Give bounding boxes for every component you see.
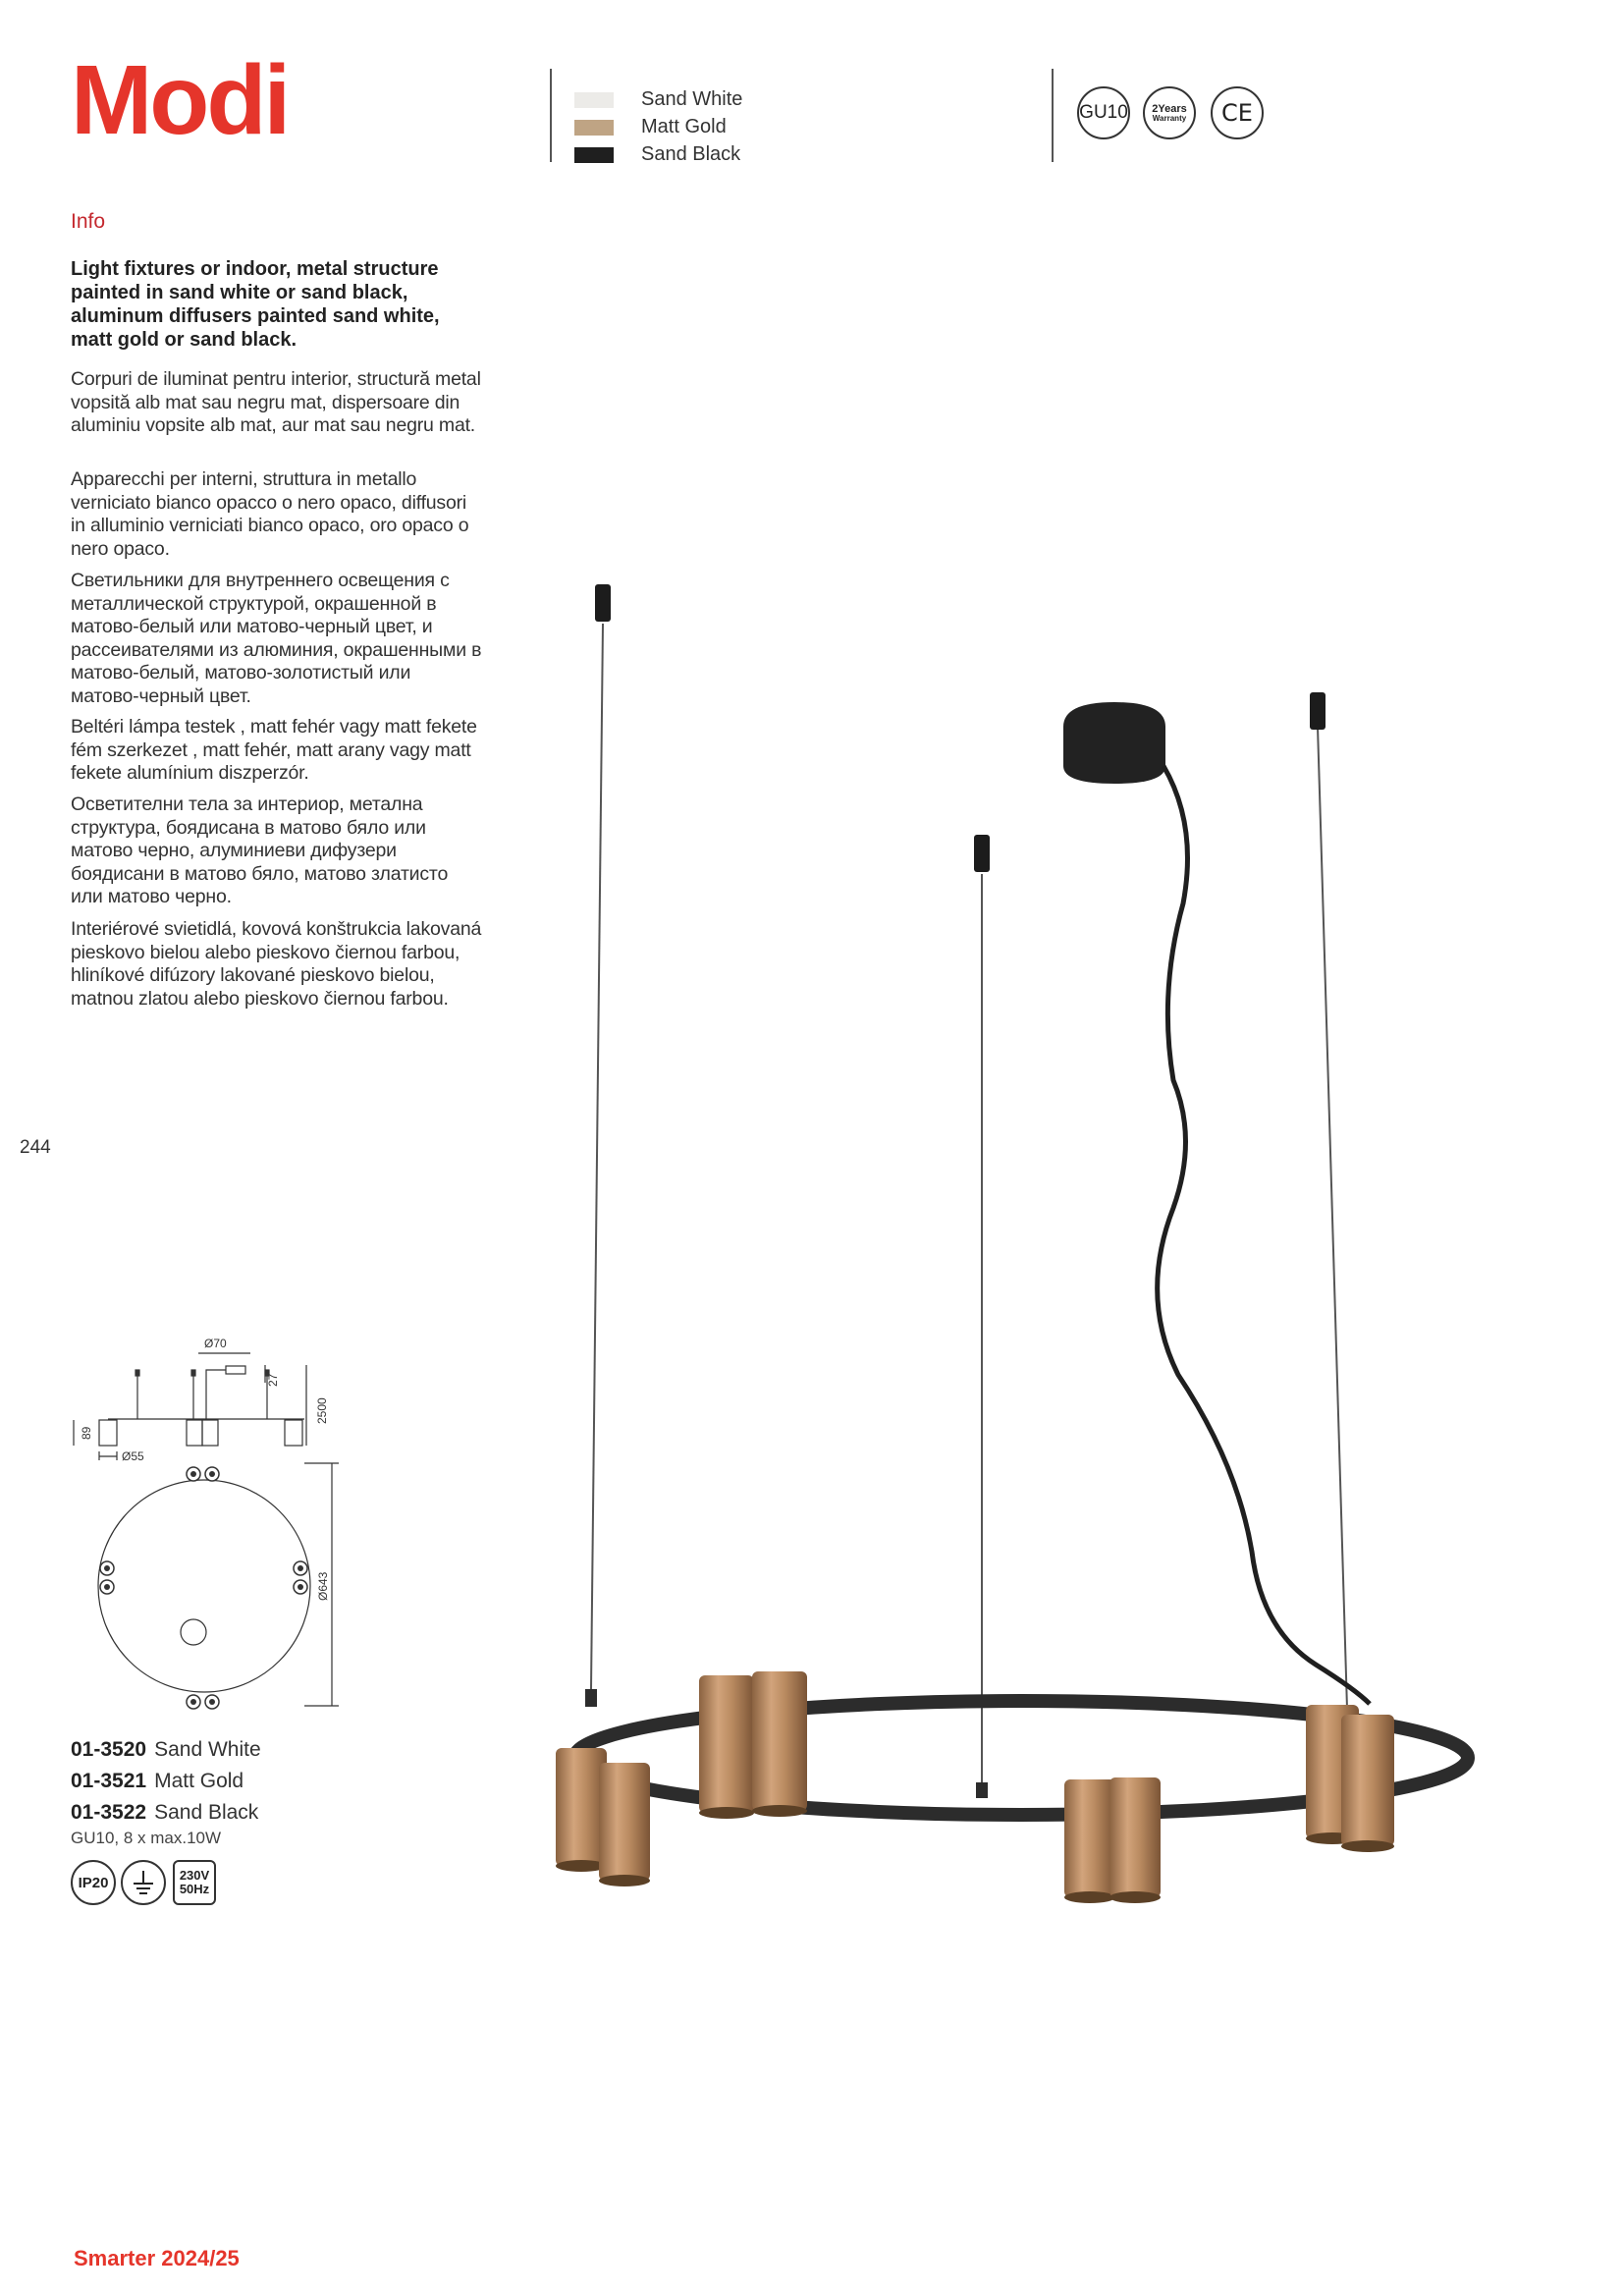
product-finish: Sand White [154, 1738, 261, 1761]
ce-label: CE [1221, 99, 1253, 127]
info-text-bg: Осветителни тела за интериор, метална структура, боядисана в матово бяло или матово черно, алуминиеви дифузери боядисани в матово бяло, матово златисто или матово черно. [71, 793, 449, 907]
dim-side: 89 [80, 1426, 93, 1440]
technical-drawing [59, 1326, 353, 1719]
warranty-label: Warranty [1152, 113, 1187, 123]
product-code-row [71, 1770, 243, 1793]
product-code-row [71, 1801, 258, 1825]
finish-label: Sand Black [641, 143, 741, 165]
page-number: 244 [20, 1137, 51, 1158]
info-text-hu: Beltéri lámpa testek , matt fehér vagy matt fekete fém szerkezet , matt fehér, matt arany vagy matt fekete alumínium diszperzór. [71, 716, 477, 784]
warranty-icon [1143, 86, 1196, 139]
voltage-icon [173, 1860, 216, 1905]
dim-top: Ø70 [204, 1337, 227, 1350]
finish-swatch-sand-black [574, 147, 614, 163]
gu10-label: GU10 [1079, 102, 1128, 123]
frequency-value: 50Hz [179, 1882, 210, 1896]
info-text-ru: Светильники для внутреннего освещения с металлической структурой, окрашенной в матово-белый или матово-черный цвет, и рассеивателями из алюминия, окрашенными в матово-белый, матово-золотистый или матово-черный цвет. [71, 570, 482, 707]
info-text-en: Light fixtures or indoor, metal structure painted in sand white or sand black, aluminum diffusers painted sand white, matt gold or sand black. [71, 258, 440, 351]
ip-label: IP20 [78, 1874, 109, 1891]
dim-ring: Ø643 [316, 1571, 330, 1601]
finish-swatch-sand-white [574, 92, 614, 108]
finish-swatch-matt-gold [574, 120, 614, 136]
finish-item [574, 143, 740, 166]
ip-rating-icon [71, 1860, 116, 1905]
ce-mark-icon [1211, 86, 1264, 139]
finish-item [574, 116, 727, 138]
header-divider [550, 69, 552, 162]
warranty-years: 2Years [1152, 102, 1187, 115]
product-title: Modi [71, 45, 289, 155]
lamp-specs: GU10, 8 x max.10W [71, 1829, 222, 1847]
product-photo [530, 530, 1512, 1925]
finish-item [574, 88, 742, 111]
product-finish: Matt Gold [154, 1770, 244, 1792]
product-finish: Sand Black [154, 1801, 259, 1824]
ground-icon [121, 1860, 166, 1905]
finish-label: Sand White [641, 88, 743, 110]
dim-spot: Ø55 [122, 1449, 144, 1463]
dim-height: 2500 [315, 1397, 329, 1424]
finish-label: Matt Gold [641, 116, 727, 137]
dim-canopy: 27 [266, 1373, 280, 1387]
info-heading: Info [71, 210, 106, 233]
info-text-sk: Interiérové svietidlá, kovová konštrukcia lakovaná pieskovo bielou alebo pieskovo čiernou farbou, hliníkové difúzory lakované pieskovo bielou, matnou zlatou alebo pieskovo čiernou farbou. [71, 918, 482, 1010]
info-text-it: Apparecchi per interni, struttura in metallo verniciato bianco opacco o nero opaco, diffusori in alluminio verniciati bianco opaco, oro opaco o nero opaco. [71, 468, 469, 560]
gu10-icon [1077, 86, 1130, 139]
product-code: 01-3522 [71, 1801, 147, 1824]
product-code: 01-3521 [71, 1770, 147, 1792]
catalog-footer: Smarter 2024/25 [74, 2246, 240, 2270]
header-divider [1052, 69, 1054, 162]
voltage-value: 230V [179, 1868, 210, 1883]
info-text-ro: Corpuri de iluminat pentru interior, structură metal vopsită alb mat sau negru mat, dispersoare din aluminiu vopsite alb mat, aur mat sau negru mat. [71, 368, 481, 436]
product-code-row [71, 1738, 261, 1762]
product-code: 01-3520 [71, 1738, 147, 1761]
